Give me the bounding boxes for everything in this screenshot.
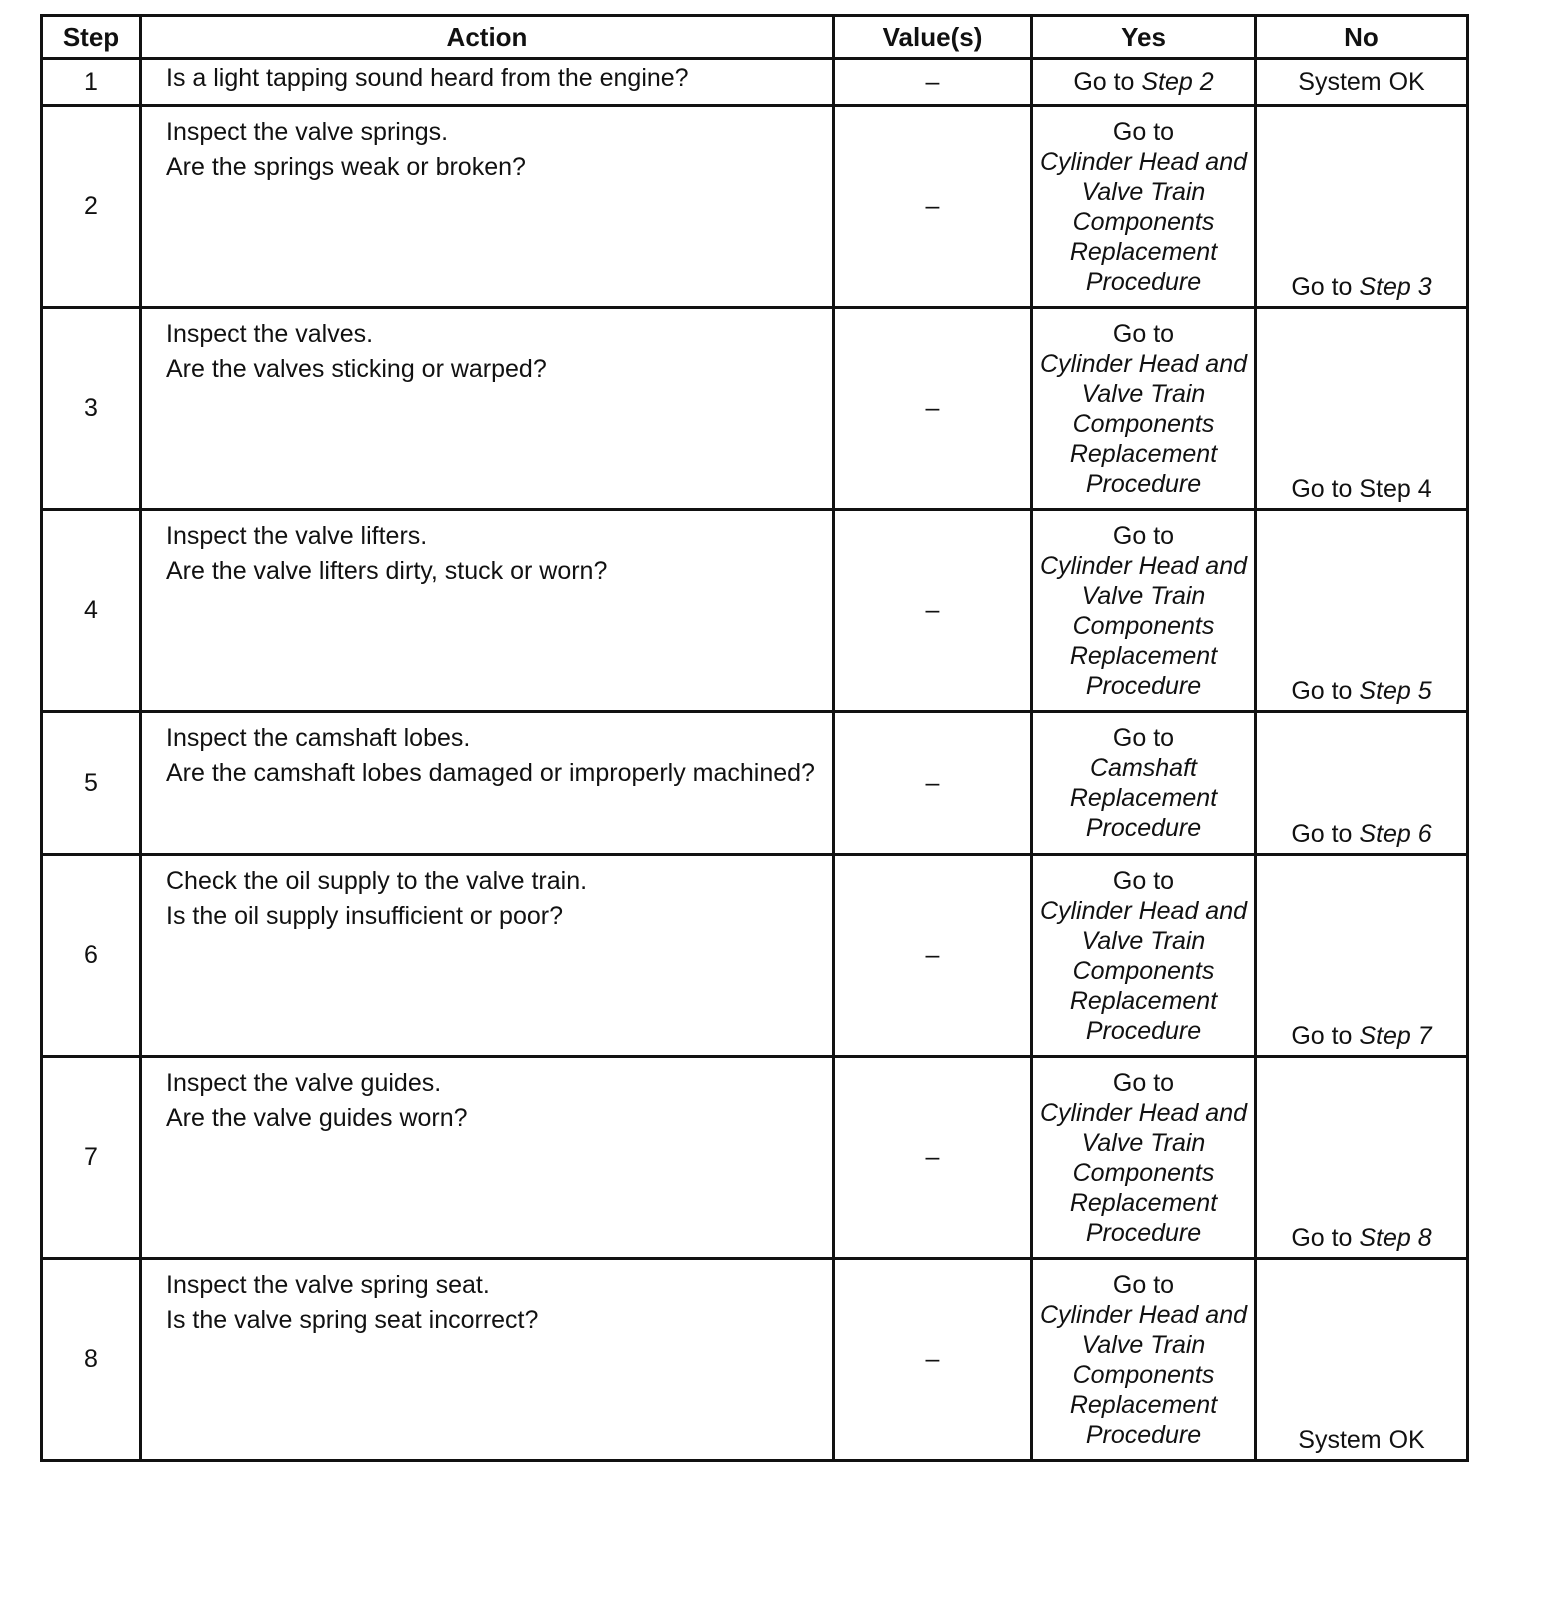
action-instruction: Inspect the valves.: [166, 320, 374, 348]
yes-link-text: Cylinder Head and Valve Train Components Replacement Procedure: [1039, 1300, 1248, 1449]
yes-cell: [1032, 1259, 1256, 1461]
action-instruction: Inspect the camshaft lobes.: [166, 724, 471, 752]
value-cell: –: [834, 712, 1032, 855]
step-number: 3: [42, 308, 141, 510]
action-text: Is a light tapping sound heard from the engine?: [166, 64, 689, 92]
table-row: [42, 712, 1468, 855]
action-question: Are the valve lifters dirty, stuck or worn?: [166, 557, 608, 585]
table-row: [42, 59, 1468, 106]
table-row: [42, 308, 1468, 510]
no-text: Go to: [1291, 820, 1360, 848]
step-number: 1: [42, 59, 141, 106]
yes-text: Go to: [1112, 521, 1175, 550]
action-cell: [141, 1259, 834, 1461]
no-text: Go to Step 4: [1291, 475, 1432, 503]
header-values: Value(s): [834, 16, 1032, 59]
value-cell: –: [834, 1057, 1032, 1259]
header-yes: Yes: [1032, 16, 1256, 59]
no-cell: [1256, 855, 1468, 1057]
yes-link-text: Camshaft Replacement Procedure: [1069, 754, 1218, 842]
action-instruction: Inspect the valve guides.: [166, 1069, 442, 1097]
action-cell: [141, 106, 834, 308]
action-cell: [141, 1057, 834, 1259]
yes-cell: [1032, 308, 1256, 510]
value-cell: –: [834, 106, 1032, 308]
diagnostic-table: [40, 14, 1469, 1462]
no-text: System OK: [1298, 67, 1425, 96]
yes-link-text: Cylinder Head and Valve Train Components Replacement Procedure: [1039, 349, 1248, 498]
no-link-text: Step 5: [1359, 677, 1432, 705]
action-instruction: Inspect the valve lifters.: [166, 522, 428, 550]
yes-cell: [1032, 106, 1256, 308]
action-question: Is the valve spring seat incorrect?: [166, 1306, 539, 1334]
no-link-text: Step 7: [1359, 1022, 1432, 1050]
yes-cell: [1032, 59, 1256, 106]
no-text: Go to: [1291, 677, 1360, 705]
step-number: 4: [42, 510, 141, 712]
header-action: Action: [141, 16, 834, 59]
yes-text: Go to: [1112, 1068, 1175, 1097]
action-cell: [141, 59, 834, 106]
value-cell: –: [834, 59, 1032, 106]
table-row: [42, 1057, 1468, 1259]
action-instruction: Inspect the valve springs.: [166, 118, 449, 146]
step-number: 6: [42, 855, 141, 1057]
no-link-text: Step 3: [1359, 273, 1432, 301]
no-link-text: Step 8: [1359, 1224, 1432, 1252]
table-row: [42, 106, 1468, 308]
yes-text: Go to: [1112, 319, 1175, 348]
action-instruction: Inspect the valve spring seat.: [166, 1271, 490, 1299]
action-cell: [141, 712, 834, 855]
no-text: Go to: [1291, 1224, 1360, 1252]
step-number: 8: [42, 1259, 141, 1461]
action-cell: [141, 308, 834, 510]
step-number: 7: [42, 1057, 141, 1259]
value-cell: –: [834, 855, 1032, 1057]
yes-link-text: Step 2: [1141, 68, 1214, 96]
yes-cell: [1032, 712, 1256, 855]
action-cell: [141, 510, 834, 712]
value-cell: –: [834, 510, 1032, 712]
yes-text: Go to: [1112, 866, 1175, 895]
yes-text: Go to: [1112, 1270, 1175, 1299]
action-question: Are the valves sticking or warped?: [166, 355, 547, 383]
table-row: [42, 510, 1468, 712]
action-cell: [141, 855, 834, 1057]
action-question: Are the camshaft lobes damaged or improperly machined?: [166, 759, 815, 787]
action-question: Are the valve guides worn?: [166, 1104, 468, 1132]
header-row: [42, 16, 1468, 59]
yes-link-text: Cylinder Head and Valve Train Components Replacement Procedure: [1039, 551, 1248, 700]
yes-text: Go to: [1112, 724, 1175, 752]
table-row: [42, 855, 1468, 1057]
no-cell: [1256, 59, 1468, 106]
yes-cell: [1032, 1057, 1256, 1259]
yes-cell: [1032, 855, 1256, 1057]
no-text: Go to: [1291, 273, 1360, 301]
yes-text: Go to: [1073, 68, 1142, 96]
no-cell: [1256, 106, 1468, 308]
yes-text: Go to: [1112, 117, 1175, 146]
yes-link-text: Cylinder Head and Valve Train Components Replacement Procedure: [1039, 896, 1248, 1045]
yes-link-text: Cylinder Head and Valve Train Components Replacement Procedure: [1039, 1098, 1248, 1247]
yes-cell: [1032, 510, 1256, 712]
action-instruction: Check the oil supply to the valve train.: [166, 867, 588, 895]
action-question: Are the springs weak or broken?: [166, 153, 526, 181]
yes-link-text: Cylinder Head and Valve Train Components Replacement Procedure: [1039, 147, 1248, 296]
no-text: Go to: [1291, 1022, 1360, 1050]
header-step: Step: [42, 16, 141, 59]
no-cell: [1256, 1259, 1468, 1461]
action-question: Is the oil supply insufficient or poor?: [166, 902, 563, 930]
no-cell: [1256, 712, 1468, 855]
no-cell: [1256, 308, 1468, 510]
value-cell: –: [834, 1259, 1032, 1461]
table-row: [42, 1259, 1468, 1461]
no-cell: [1256, 510, 1468, 712]
no-text: System OK: [1298, 1426, 1425, 1454]
step-number: 5: [42, 712, 141, 855]
no-cell: [1256, 1057, 1468, 1259]
no-link-text: Step 6: [1359, 820, 1432, 848]
step-number: 2: [42, 106, 141, 308]
value-cell: –: [834, 308, 1032, 510]
header-no: No: [1256, 16, 1468, 59]
